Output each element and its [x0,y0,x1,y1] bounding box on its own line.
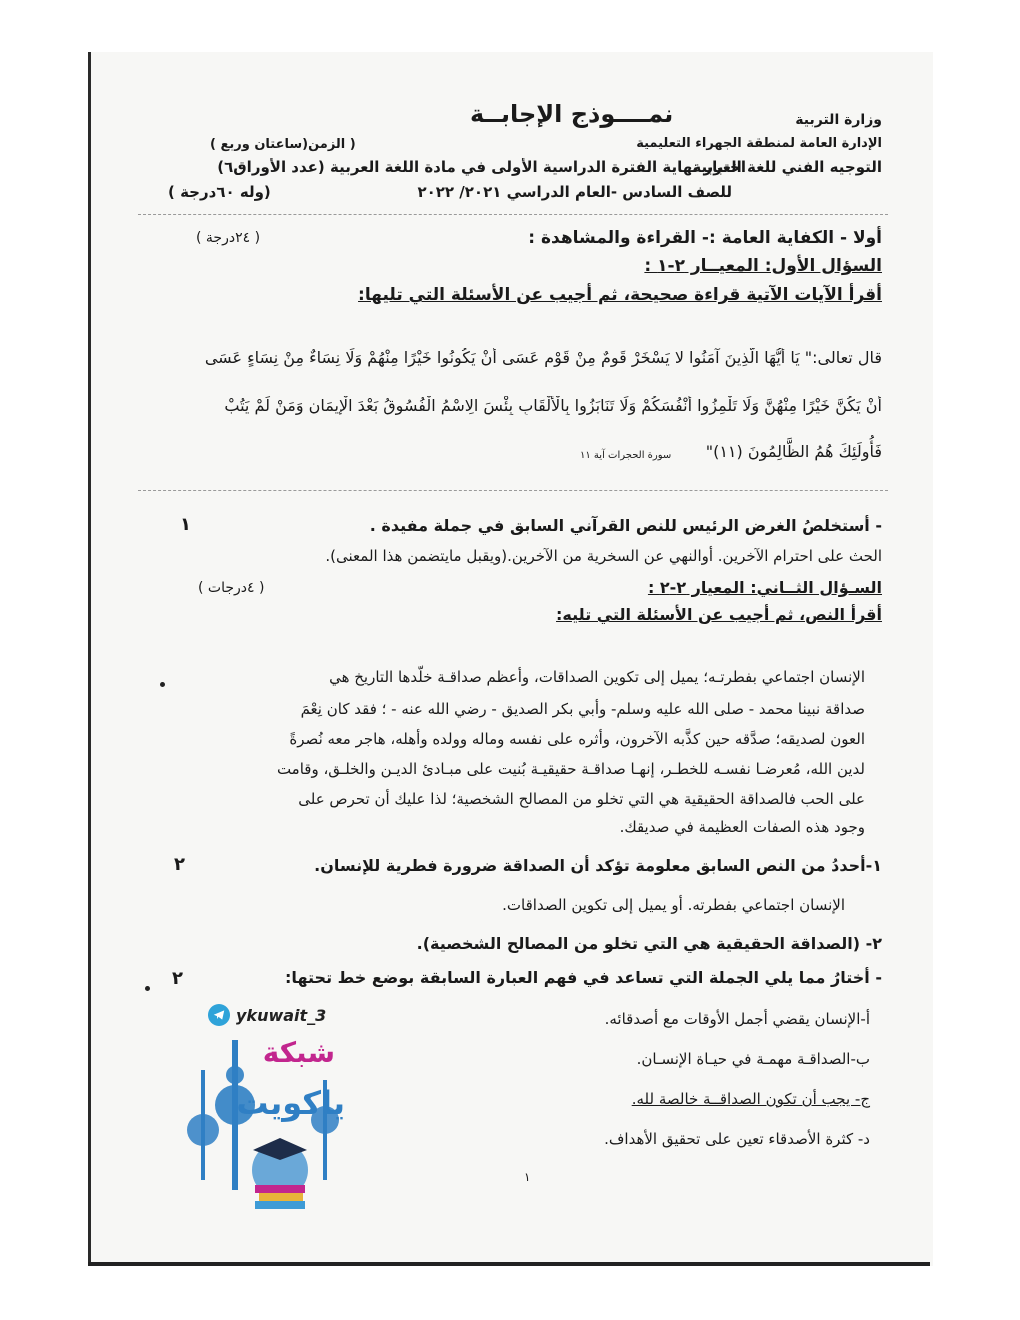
option-d: د- كثرة الأصدقاء تعين على تحقيق الأهداف. [604,1130,870,1148]
option-b: ب-الصداقـة مهمـة في حيـاة الإنسـان. [636,1050,870,1068]
total-marks: (وله ٦٠درجة ) [168,183,271,201]
logo-word-shabaka: شبكة [262,1036,335,1069]
passage-line-1: الإنسان اجتماعي بفطرتـه؛ يميل إلى تكوين الصداقات، وأعظم صداقـة خلّدها التاريخ هي [329,668,865,686]
header-divider [138,214,888,215]
q2b-mark: ٢ [172,968,183,989]
q1a-question: - أستخلصُ الغرض الرئيس للنص القرآني السابق في جملة مفيدة . [369,516,882,535]
verse-line-3: فَأُولَئِكَ هُمُ الظَّالِمُونَ (١١)" [705,442,882,461]
q2a-answer: الإنسان اجتماعي بفطرته. أو يميل إلى تكوين الصداقات. [502,896,845,914]
q1a-answer: الحث على احترام الآخرين. أوالنهي عن السخرية من الآخرين.(ويقبل مايتضمن هذا المعنى). [325,547,882,565]
grade-year: للصف السادس -العام الدراسي ٢٠٢١/ ٢٠٢٢ [417,183,732,201]
logo-word-ykuwait: ياكويت [236,1084,345,1122]
section-marks: ( ٢٤درجة ) [196,230,261,246]
passage-line-5: على الحب فالصداقة الحقيقية هي التي تخلو من المصالح الشخصية؛ لذا عليك أن تحرص على [298,790,865,808]
scan-edge [88,1262,930,1266]
passage-bullet [160,682,165,687]
exam-description: اختبار نهاية الفترة الدراسية الأولى في مادة اللغة العربية (عدد الأوراق٦) [217,158,746,176]
passage-line-4: لدين الله، مُعرضـا نفسـه للخطـر، إنهـا صداقـة حقيقيـة بُنيت على مبـادئ الديـن والخلـق، وقامت [276,760,865,778]
verse-divider [138,490,888,491]
q2b-instruction: - أختارُ مما يلي الجملة التي تساعد في فهم العبارة السابقة بوضع خط تحتها: [285,968,882,987]
q1-instruction: أقرأ الآيات الآتية قراءة صحيحة، ثم أجيب عن الأسئلة التي تليها: [358,285,882,305]
q1-title: السؤال الأول: المعيــار ٢-١ : [644,256,882,276]
q2-title: السـؤال الثــاني: المعيار ٢-٢ : [647,578,882,597]
verse-line-2: أَنْ يَكُنَّ خَيْرًا مِنْهُنَّ وَلَا تَلْمِزُوا أَنْفُسَكُمْ وَلَا تَنَابَزُوا بِالْأَلْقَابِ بِئْسَ الِاسْمُ الْفُسُوقُ بَعْدَ الْإِيمَانِ وَمَنْ لَمْ يَتُبْ [224,396,882,415]
q2-instruction: أقرأ النص، ثم أجيب عن الأسئلة التي تليه: [556,605,882,624]
q2b-quote: ٢- (الصداقة الحقيقية هي التي تخلو من المصالح الشخصية). [416,934,882,953]
option-a: أ-الإنسان يقضي أجمل الأوقات مع أصدقائه. [604,1010,870,1028]
q2a-question: ١-أحددُ من النص السابق معلومة تؤكد أن الصداقة ضرورة فطرية للإنسان. [314,856,882,875]
ykuwait-logo [175,1000,355,1225]
directorate-label: الإدارة العامة لمنطقة الجهراء التعليمية [636,136,882,151]
q2-marks: ( ٤درجات ) [198,580,265,596]
option-c-correct: ج- يجب أن تكون الصداقــة خالصة لله. [631,1090,870,1108]
passage-line-6: وجود هذه الصفات العظيمة في صديقك. [619,818,865,836]
passage-line-2: صداقة نبينا محمد - صلى الله عليه وسلم- وأبي بكر الصديق - رضي الله عنه - ؛ فقد كان نِعْمَ [300,700,865,718]
ministry-label: وزارة التربية [795,112,882,128]
verse-reference: سورة الحجرات آية ١١ [580,450,672,461]
verse-line-1: قال تعالى:" يَا أَيُّهَا الَّذِينَ آمَنُوا لا يَسْخَرْ قَومٌ مِنْ قَوْمٍ عَسَى أَنْ يَكُونُوا خَيْرًا مِنْهُمْ وَلَا نِسَاءٌ مِنْ نِسَاءٍ عَسَى [204,348,882,367]
section-heading: أولا - الكفاية العامة :- القراءة والمشاهدة : [528,228,882,248]
q1a-mark: ١ [180,514,191,535]
exam-time: ( الزمن(ساعتان وربع ) [210,137,356,152]
page-title: نمــــوذج الإجابــة [470,100,674,128]
q2a-mark: ٢ [174,854,185,875]
page-number: ١ [524,1170,531,1184]
q2b-bullet [145,986,150,991]
passage-line-3: العون لصديقه؛ صدَّقه حين كذَّبه الآخرون، وأثره على نفسه وماله وولده وأهله، هاجر معه نُصرةً [289,730,865,748]
department-label: التوجيه الفني للغة العربية [692,158,882,176]
telegram-handle: ykuwait_3 [236,1005,327,1025]
